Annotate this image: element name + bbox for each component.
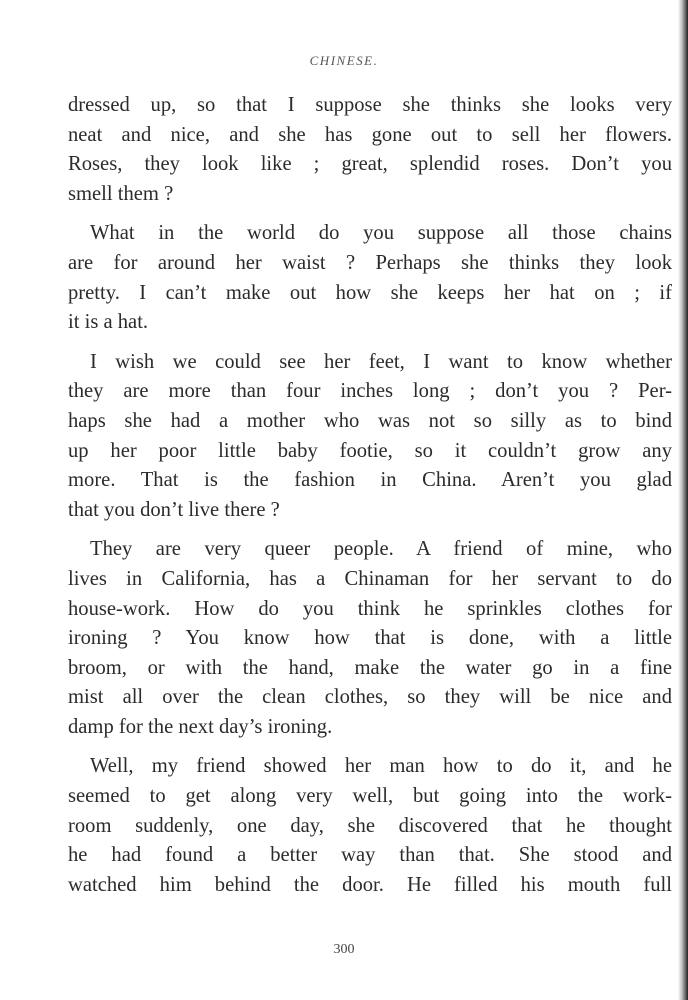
paragraph (68, 752, 672, 900)
text-line: They are very queer people. A friend of mine, who (90, 538, 672, 561)
text-line: Roses, they look like ; great, splendid roses. Don’t you (68, 153, 672, 176)
text-line: haps she had a mother who was not so silly as to bind (68, 409, 672, 432)
text-line: ironing ? You know how that is done, with a little (68, 627, 672, 650)
text-line: Well, my friend showed her man how to do it, and he (90, 755, 672, 778)
text-line: What in the world do you suppose all those chains (90, 222, 672, 245)
text-line: I wish we could see her feet, I want to know whether (90, 350, 672, 373)
text-line: neat and nice, and she has gone out to sell her flowers. (68, 123, 672, 146)
text-line: he had found a better way than that. She stood and (68, 844, 672, 867)
paragraph (68, 535, 672, 742)
text-line: are for around her waist ? Perhaps she thinks they look (68, 251, 672, 274)
text-line: broom, or with the hand, make the water go in a fine (68, 656, 672, 679)
paragraph-gap (68, 525, 672, 535)
page-number: 300 (333, 942, 355, 957)
text-line: lives in California, has a Chinaman for her servant to do (68, 567, 672, 590)
text-line: mist all over the clean clothes, so they will be nice and (68, 686, 672, 709)
text-line: pretty. I can’t make out how she keeps her hat on ; if (68, 281, 672, 304)
text-line: room suddenly, one day, she discovered that he thought (68, 814, 672, 837)
paragraph (68, 91, 672, 209)
paragraph (68, 219, 672, 337)
paragraph-gap (68, 338, 672, 348)
text-line: house-work. How do you think he sprinkles clothes for (68, 597, 672, 620)
text-line: smell them ? (68, 182, 174, 205)
paragraph-gap (68, 742, 672, 752)
text-line: up her poor little baby footie, so it couldn’t grow any (68, 439, 672, 462)
body-text (68, 91, 672, 900)
text-line: they are more than four inches long ; don’t you ? Per- (68, 380, 672, 403)
paragraph (68, 348, 672, 526)
text-line: damp for the next day’s ironing. (68, 715, 333, 738)
text-line: seemed to get along very well, but going into the work- (68, 785, 672, 808)
paragraph-gap (68, 209, 672, 219)
text-line: dressed up, so that I suppose she thinks she looks very (68, 94, 672, 116)
text-line: watched him behind the door. He filled his mouth full (68, 873, 672, 896)
page-edge-shadow (678, 0, 688, 1000)
text-line: it is a hat. (68, 311, 149, 334)
text-line: more. That is the fashion in China. Aren’t you glad (68, 469, 672, 492)
running-head: CHINESE. (309, 53, 379, 68)
text-line: that you don’t live there ? (68, 498, 280, 521)
